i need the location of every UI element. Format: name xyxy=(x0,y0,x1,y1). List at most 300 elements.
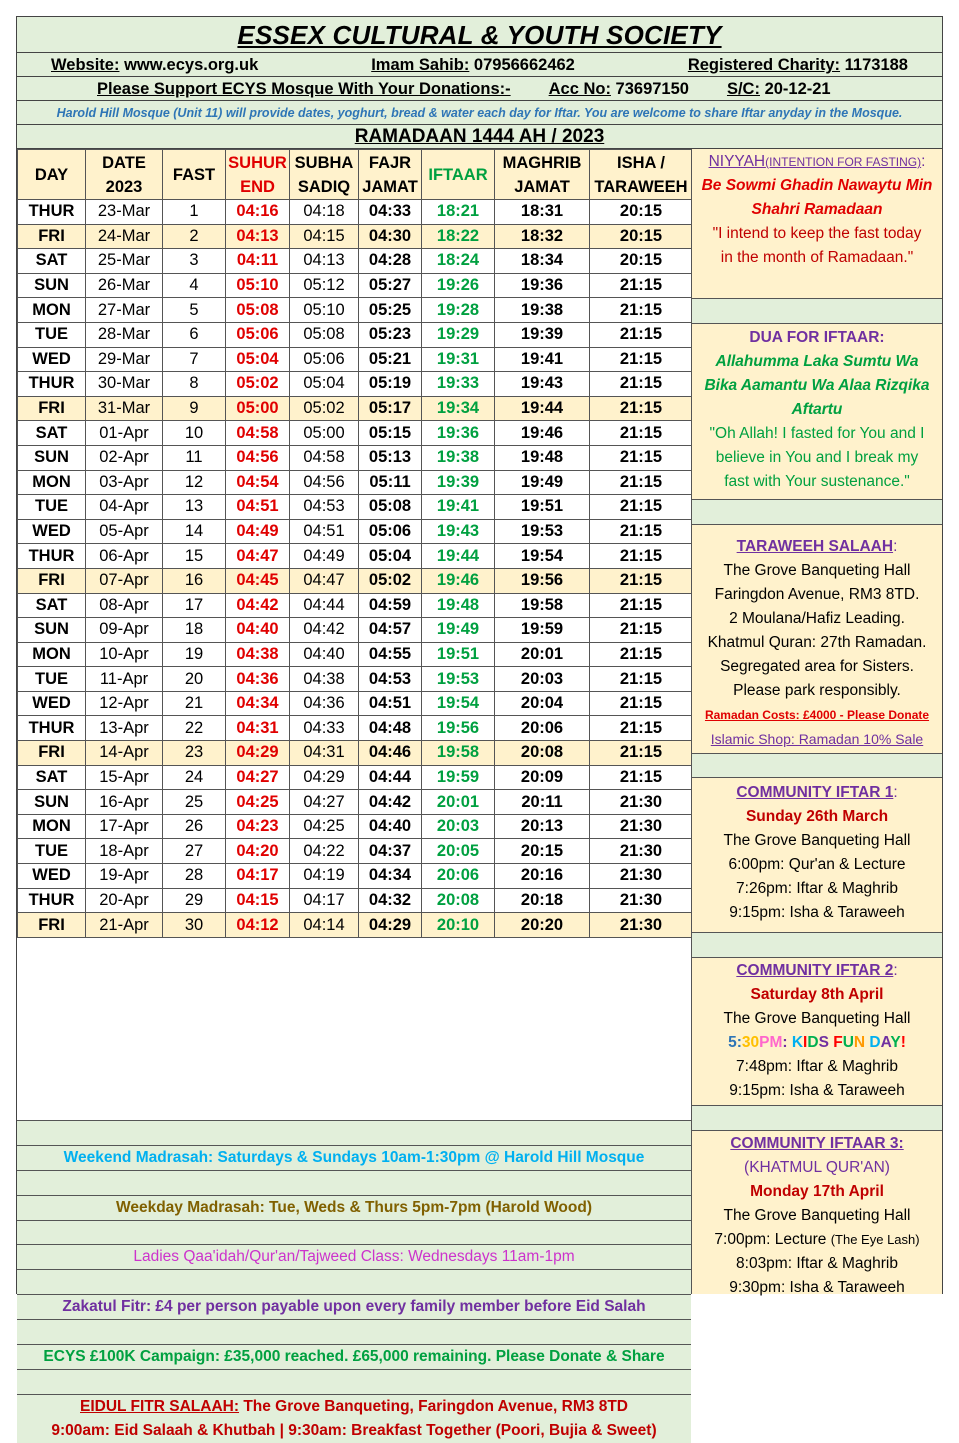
fajr-cell: 05:27 xyxy=(359,273,422,298)
iftaar-cell: 19:44 xyxy=(422,544,495,569)
subha-cell: 04:18 xyxy=(290,200,359,225)
table-row xyxy=(18,716,693,741)
maghrib-cell: 19:36 xyxy=(495,273,590,298)
isha-cell: 21:15 xyxy=(590,396,693,421)
maghrib-cell: 19:51 xyxy=(495,495,590,520)
taraweeh-parking: Please park responsibly. xyxy=(733,682,901,699)
fajr-cell: 05:08 xyxy=(359,495,422,520)
iftar1-iftar: 7:26pm: Iftar & Maghrib xyxy=(736,880,898,897)
date-cell: 08-Apr xyxy=(86,593,163,618)
notice-spacer xyxy=(17,1319,691,1344)
isha-cell: 20:15 xyxy=(590,249,693,274)
imam-info xyxy=(371,53,575,76)
imam-label: Imam Sahib: xyxy=(371,56,470,74)
date-cell: 01-Apr xyxy=(86,421,163,446)
taraweeh-sisters: Segregated area for Sisters. xyxy=(720,658,914,675)
iftaar-cell: 19:36 xyxy=(422,421,495,446)
table-row xyxy=(18,421,693,446)
isha-cell: 21:30 xyxy=(590,864,693,889)
day-cell: FRI xyxy=(18,568,86,593)
timetable-body xyxy=(18,200,693,938)
suhur-cell: 04:27 xyxy=(226,765,290,790)
date-cell: 21-Apr xyxy=(86,913,163,938)
iftar1-lecture: 6:00pm: Qur'an & Lecture xyxy=(728,856,906,873)
spacer-3 xyxy=(691,753,942,777)
iftaar-cell: 19:49 xyxy=(422,618,495,643)
dua-eng-2: believe in You and I break my xyxy=(715,449,919,466)
kids-fun-day-letter: Y xyxy=(890,1034,901,1051)
table-row xyxy=(18,445,693,470)
account-info xyxy=(549,77,689,100)
date-cell: 12-Apr xyxy=(86,691,163,716)
table-row xyxy=(18,864,693,889)
account-number: 73697150 xyxy=(615,80,689,98)
fajr-cell: 05:04 xyxy=(359,544,422,569)
iftaar-cell: 18:21 xyxy=(422,200,495,225)
suhur-cell: 04:54 xyxy=(226,470,290,495)
maghrib-cell: 20:16 xyxy=(495,864,590,889)
suhur-cell: 04:45 xyxy=(226,568,290,593)
subha-cell: 04:14 xyxy=(290,913,359,938)
subha-cell: 04:29 xyxy=(290,765,359,790)
sort-code-label: S/C: xyxy=(726,80,760,98)
iftaar-cell: 19:43 xyxy=(422,519,495,544)
maghrib-cell: 18:32 xyxy=(495,224,590,249)
niyyah-title: NIYYAH(INTENTION FOR FASTING): xyxy=(708,153,926,170)
iftar3-iftar: 8:03pm: Iftar & Maghrib xyxy=(736,1255,898,1272)
ramadan-costs-link[interactable]: Ramadan Costs: £4000 - Please Donate xyxy=(704,708,930,722)
day-cell: WED xyxy=(18,347,86,372)
fajr-cell: 05:25 xyxy=(359,298,422,323)
kids-fun-day-letter: PM xyxy=(759,1034,783,1051)
subha-cell: 05:00 xyxy=(290,421,359,446)
isha-cell: 21:15 xyxy=(590,741,693,766)
suhur-cell: 04:42 xyxy=(226,593,290,618)
dua-eng-3: fast with Your sustenance." xyxy=(724,473,910,490)
subha-cell: 04:49 xyxy=(290,544,359,569)
day-cell: SUN xyxy=(18,273,86,298)
date-cell: 29-Mar xyxy=(86,347,163,372)
website-link[interactable]: www.ecys.org.uk xyxy=(124,56,259,74)
kids-fun-day-letter: D xyxy=(807,1034,819,1051)
dua-eng-1: "Oh Allah! I fasted for You and I xyxy=(709,425,925,442)
day-cell: WED xyxy=(18,864,86,889)
dua-arabic-1: Allahumma Laka Sumtu Wa xyxy=(715,353,919,370)
dua-box xyxy=(691,323,942,499)
suhur-cell: 04:47 xyxy=(226,544,290,569)
taraweeh-venue: The Grove Banqueting Hall xyxy=(723,562,911,579)
iftaar-cell: 19:38 xyxy=(422,445,495,470)
table-row xyxy=(18,593,693,618)
isha-cell: 21:30 xyxy=(590,790,693,815)
notice-spacer xyxy=(17,1269,691,1294)
fajr-cell: 04:40 xyxy=(359,814,422,839)
iftaar-cell: 19:53 xyxy=(422,667,495,692)
col-day: DAY xyxy=(18,150,86,200)
maghrib-cell: 20:20 xyxy=(495,913,590,938)
table-row xyxy=(18,568,693,593)
table-row xyxy=(18,888,693,913)
date-cell: 17-Apr xyxy=(86,814,163,839)
date-cell: 18-Apr xyxy=(86,839,163,864)
iftaar-cell: 18:22 xyxy=(422,224,495,249)
day-cell: FRI xyxy=(18,913,86,938)
fajr-cell: 04:29 xyxy=(359,913,422,938)
iftaar-cell: 19:29 xyxy=(422,322,495,347)
col-iftaar: IFTAAR xyxy=(422,150,495,200)
fast-cell: 29 xyxy=(163,888,226,913)
subha-cell: 05:12 xyxy=(290,273,359,298)
maghrib-cell: 20:09 xyxy=(495,765,590,790)
iftar2-iftar: 7:48pm: Iftar & Maghrib xyxy=(736,1058,898,1075)
day-cell: SAT xyxy=(18,765,86,790)
suhur-cell: 05:10 xyxy=(226,273,290,298)
isha-cell: 21:15 xyxy=(590,421,693,446)
suhur-cell: 04:58 xyxy=(226,421,290,446)
charity-label: Registered Charity: xyxy=(687,56,841,74)
col-isha: ISHA / TARAWEEH xyxy=(590,150,693,200)
fajr-cell: 05:06 xyxy=(359,519,422,544)
fast-cell: 1 xyxy=(163,200,226,225)
isha-cell: 21:30 xyxy=(590,814,693,839)
subha-cell: 04:13 xyxy=(290,249,359,274)
maghrib-cell: 19:56 xyxy=(495,568,590,593)
fast-cell: 4 xyxy=(163,273,226,298)
subha-cell: 04:53 xyxy=(290,495,359,520)
isha-cell: 21:15 xyxy=(590,716,693,741)
iftaar-cell: 20:08 xyxy=(422,888,495,913)
prayer-timetable xyxy=(17,149,693,938)
table-row xyxy=(18,839,693,864)
maghrib-cell: 20:03 xyxy=(495,667,590,692)
iftaar-cell: 20:10 xyxy=(422,913,495,938)
day-cell: THUR xyxy=(18,888,86,913)
subha-cell: 04:40 xyxy=(290,642,359,667)
isha-cell: 21:15 xyxy=(590,298,693,323)
suhur-cell: 05:06 xyxy=(226,322,290,347)
table-row xyxy=(18,347,693,372)
table-row xyxy=(18,470,693,495)
iftar3-subtitle: (KHATMUL QUR'AN) xyxy=(744,1159,890,1176)
fast-cell: 22 xyxy=(163,716,226,741)
day-cell: MON xyxy=(18,298,86,323)
fast-cell: 23 xyxy=(163,741,226,766)
notice-spacer xyxy=(17,1220,691,1245)
iftar2-title: COMMUNITY IFTAR 2: xyxy=(736,962,898,979)
suhur-cell: 04:25 xyxy=(226,790,290,815)
table-row xyxy=(18,691,693,716)
maghrib-cell: 20:01 xyxy=(495,642,590,667)
suhur-cell: 04:49 xyxy=(226,519,290,544)
subha-cell: 04:31 xyxy=(290,741,359,766)
sort-code-info xyxy=(727,77,831,100)
isha-cell: 20:15 xyxy=(590,224,693,249)
suhur-cell: 05:00 xyxy=(226,396,290,421)
subha-cell: 04:58 xyxy=(290,445,359,470)
table-row xyxy=(18,322,693,347)
suhur-cell: 05:04 xyxy=(226,347,290,372)
subha-cell: 04:27 xyxy=(290,790,359,815)
maghrib-cell: 20:06 xyxy=(495,716,590,741)
fast-cell: 3 xyxy=(163,249,226,274)
suhur-cell: 04:40 xyxy=(226,618,290,643)
date-cell: 23-Mar xyxy=(86,200,163,225)
fajr-cell: 05:02 xyxy=(359,568,422,593)
account-label: Acc No: xyxy=(548,80,611,98)
iftar1-title: COMMUNITY IFTAR 1: xyxy=(736,784,898,801)
date-cell: 25-Mar xyxy=(86,249,163,274)
kids-fun-day-letter: I xyxy=(803,1034,808,1051)
suhur-cell: 04:38 xyxy=(226,642,290,667)
fast-cell: 16 xyxy=(163,568,226,593)
timetable-sheet xyxy=(16,16,943,1439)
fast-cell: 13 xyxy=(163,495,226,520)
fajr-cell: 05:23 xyxy=(359,322,422,347)
notices-panel xyxy=(17,1120,691,1443)
contact-row xyxy=(16,52,943,76)
iftaar-cell: 19:28 xyxy=(422,298,495,323)
table-row xyxy=(18,224,693,249)
community-iftar-2-box xyxy=(691,957,942,1105)
subha-cell: 05:08 xyxy=(290,322,359,347)
maghrib-cell: 19:39 xyxy=(495,322,590,347)
iftar3-venue: The Grove Banqueting Hall xyxy=(723,1207,911,1224)
fast-cell: 8 xyxy=(163,372,226,397)
website-info xyxy=(51,53,258,76)
subha-cell: 05:04 xyxy=(290,372,359,397)
ramadaan-heading: RAMADAAN 1444 AH / 2023 xyxy=(16,124,943,148)
day-cell: THUR xyxy=(18,200,86,225)
suhur-cell: 04:16 xyxy=(226,200,290,225)
fast-cell: 10 xyxy=(163,421,226,446)
fast-cell: 28 xyxy=(163,864,226,889)
suhur-cell: 04:56 xyxy=(226,445,290,470)
table-row xyxy=(18,249,693,274)
subha-cell: 05:06 xyxy=(290,347,359,372)
table-row xyxy=(18,741,693,766)
isha-cell: 21:30 xyxy=(590,839,693,864)
iftar1-venue: The Grove Banqueting Hall xyxy=(723,832,911,849)
suhur-cell: 04:17 xyxy=(226,864,290,889)
day-cell: TUE xyxy=(18,495,86,520)
date-cell: 09-Apr xyxy=(86,618,163,643)
maghrib-cell: 19:43 xyxy=(495,372,590,397)
col-maghrib: MAGHRIB JAMAT xyxy=(495,150,590,200)
campaign-notice: ECYS £100K Campaign: £35,000 reached. £65,000 remaining. Please Donate & Share xyxy=(17,1344,691,1369)
iftar2-venue: The Grove Banqueting Hall xyxy=(723,1010,911,1027)
fast-cell: 15 xyxy=(163,544,226,569)
day-cell: WED xyxy=(18,519,86,544)
fast-cell: 6 xyxy=(163,322,226,347)
charity-info xyxy=(688,53,908,76)
kids-fun-day-letter: 5: xyxy=(728,1034,742,1051)
suhur-cell: 04:51 xyxy=(226,495,290,520)
iftaar-cell: 20:05 xyxy=(422,839,495,864)
isha-cell: 20:15 xyxy=(590,200,693,225)
day-cell: FRI xyxy=(18,741,86,766)
fajr-cell: 04:57 xyxy=(359,618,422,643)
suhur-cell: 04:36 xyxy=(226,667,290,692)
date-cell: 30-Mar xyxy=(86,372,163,397)
fast-cell: 30 xyxy=(163,913,226,938)
niyyah-arabic-1: Be Sowmi Ghadin Nawaytu Min xyxy=(701,177,933,194)
iftaar-cell: 19:56 xyxy=(422,716,495,741)
taraweeh-address: Faringdon Avenue, RM3 8TD. xyxy=(714,586,920,603)
notice-spacer xyxy=(17,1369,691,1394)
taraweeh-leading: 2 Moulana/Hafiz Leading. xyxy=(729,610,905,627)
subha-cell: 04:47 xyxy=(290,568,359,593)
subha-cell: 04:33 xyxy=(290,716,359,741)
iftar2-date: Saturday 8th April xyxy=(750,986,884,1003)
iftar3-lecture: 7:00pm: Lecture (The Eye Lash) xyxy=(714,1231,920,1248)
fajr-cell: 04:44 xyxy=(359,765,422,790)
fajr-cell: 05:21 xyxy=(359,347,422,372)
iftaar-cell: 19:58 xyxy=(422,741,495,766)
col-fast: FAST xyxy=(163,150,226,200)
day-cell: SAT xyxy=(18,593,86,618)
iftaar-cell: 19:26 xyxy=(422,273,495,298)
fajr-cell: 04:42 xyxy=(359,790,422,815)
suhur-cell: 04:12 xyxy=(226,913,290,938)
day-cell: TUE xyxy=(18,322,86,347)
subha-cell: 04:44 xyxy=(290,593,359,618)
table-row xyxy=(18,519,693,544)
table-row xyxy=(18,396,693,421)
fast-cell: 21 xyxy=(163,691,226,716)
fast-cell: 25 xyxy=(163,790,226,815)
col-subha: SUBHA SADIQ xyxy=(290,150,359,200)
maghrib-cell: 19:38 xyxy=(495,298,590,323)
suhur-cell: 04:31 xyxy=(226,716,290,741)
day-cell: SUN xyxy=(18,790,86,815)
fajr-cell: 04:53 xyxy=(359,667,422,692)
website-label: Website: xyxy=(51,56,120,74)
iftaar-cell: 19:48 xyxy=(422,593,495,618)
iftaar-cell: 19:34 xyxy=(422,396,495,421)
kids-fun-day-letter: F xyxy=(833,1034,843,1051)
date-cell: 24-Mar xyxy=(86,224,163,249)
weekend-madrasah-notice: Weekend Madrasah: Saturdays & Sundays 10am-1:30pm @ Harold Hill Mosque xyxy=(17,1145,691,1170)
taraweeh-title: TARAWEEH SALAAH: xyxy=(736,538,898,555)
table-row xyxy=(18,913,693,938)
table-row xyxy=(18,667,693,692)
iftaar-cell: 19:41 xyxy=(422,495,495,520)
fast-cell: 20 xyxy=(163,667,226,692)
day-cell: TUE xyxy=(18,667,86,692)
isha-cell: 21:15 xyxy=(590,519,693,544)
isha-cell: 21:15 xyxy=(590,273,693,298)
weekday-madrasah-notice: Weekday Madrasah: Tue, Weds & Thurs 5pm-7pm (Harold Wood) xyxy=(17,1195,691,1220)
maghrib-cell: 19:44 xyxy=(495,396,590,421)
kids-fun-day xyxy=(692,1031,942,1055)
isha-cell: 21:15 xyxy=(590,765,693,790)
isha-cell: 21:15 xyxy=(590,691,693,716)
fast-cell: 19 xyxy=(163,642,226,667)
suhur-cell: 04:11 xyxy=(226,249,290,274)
dua-title: DUA FOR IFTAAR: xyxy=(749,329,885,346)
isha-cell: 21:15 xyxy=(590,593,693,618)
kids-fun-day-letter: ! xyxy=(900,1034,906,1051)
kids-fun-day-letter: A xyxy=(880,1034,891,1051)
table-row xyxy=(18,642,693,667)
maghrib-cell: 20:13 xyxy=(495,814,590,839)
isha-cell: 21:15 xyxy=(590,642,693,667)
isha-cell: 21:15 xyxy=(590,347,693,372)
kids-fun-day-letter: 30 xyxy=(741,1034,760,1051)
table-row xyxy=(18,298,693,323)
isha-cell: 21:15 xyxy=(590,568,693,593)
fast-cell: 2 xyxy=(163,224,226,249)
spacer-1 xyxy=(691,298,942,323)
fajr-cell: 04:33 xyxy=(359,200,422,225)
day-cell: FRI xyxy=(18,396,86,421)
iftar3-isha: 9:30pm: Isha & Taraweeh xyxy=(729,1279,905,1296)
iftaar-cell: 18:24 xyxy=(422,249,495,274)
date-cell: 13-Apr xyxy=(86,716,163,741)
eid-times-notice: 9:00am: Eid Salaah & Khutbah | 9:30am: Breakfast Together (Poori, Bujia & Sweet) xyxy=(17,1419,691,1443)
date-cell: 16-Apr xyxy=(86,790,163,815)
date-cell: 02-Apr xyxy=(86,445,163,470)
taraweeh-khatmul: Khatmul Quran: 27th Ramadan. xyxy=(707,634,927,651)
islamic-shop-link[interactable]: Islamic Shop: Ramadan 10% Sale xyxy=(710,731,924,747)
iftaar-cell: 20:06 xyxy=(422,864,495,889)
subha-cell: 04:25 xyxy=(290,814,359,839)
iftaar-cell: 20:01 xyxy=(422,790,495,815)
suhur-cell: 05:08 xyxy=(226,298,290,323)
table-row xyxy=(18,790,693,815)
iftar1-isha: 9:15pm: Isha & Taraweeh xyxy=(729,904,905,921)
table-row xyxy=(18,814,693,839)
suhur-cell: 05:02 xyxy=(226,372,290,397)
kids-fun-day-letter: : xyxy=(782,1034,792,1051)
maghrib-cell: 20:15 xyxy=(495,839,590,864)
date-cell: 31-Mar xyxy=(86,396,163,421)
table-row xyxy=(18,200,693,225)
date-cell: 10-Apr xyxy=(86,642,163,667)
fajr-cell: 05:17 xyxy=(359,396,422,421)
spacer-5 xyxy=(691,1105,942,1130)
fajr-cell: 04:51 xyxy=(359,691,422,716)
maghrib-cell: 20:04 xyxy=(495,691,590,716)
suhur-cell: 04:23 xyxy=(226,814,290,839)
isha-cell: 21:15 xyxy=(590,372,693,397)
iftar1-date: Sunday 26th March xyxy=(745,808,889,825)
iftaar-cell: 19:46 xyxy=(422,568,495,593)
isha-cell: 21:30 xyxy=(590,913,693,938)
fast-cell: 27 xyxy=(163,839,226,864)
fajr-cell: 04:59 xyxy=(359,593,422,618)
dua-arabic-3: Aftartu xyxy=(791,401,843,418)
sort-code: 20-12-21 xyxy=(764,80,831,98)
fast-cell: 5 xyxy=(163,298,226,323)
kids-fun-day-letter: U xyxy=(842,1034,854,1051)
donation-row xyxy=(16,76,943,100)
iftaar-cell: 19:59 xyxy=(422,765,495,790)
fajr-cell: 05:11 xyxy=(359,470,422,495)
notice-spacer xyxy=(17,1120,691,1145)
subha-cell: 05:02 xyxy=(290,396,359,421)
table-row xyxy=(18,765,693,790)
day-cell: MON xyxy=(18,642,86,667)
subha-cell: 05:10 xyxy=(290,298,359,323)
subha-cell: 04:51 xyxy=(290,519,359,544)
iftar2-isha: 9:15pm: Isha & Taraweeh xyxy=(729,1082,905,1099)
date-cell: 05-Apr xyxy=(86,519,163,544)
charity-number: 1173188 xyxy=(844,56,908,74)
niyyah-eng-1: "I intend to keep the fast today xyxy=(712,225,922,242)
fast-cell: 24 xyxy=(163,765,226,790)
isha-cell: 21:30 xyxy=(590,888,693,913)
